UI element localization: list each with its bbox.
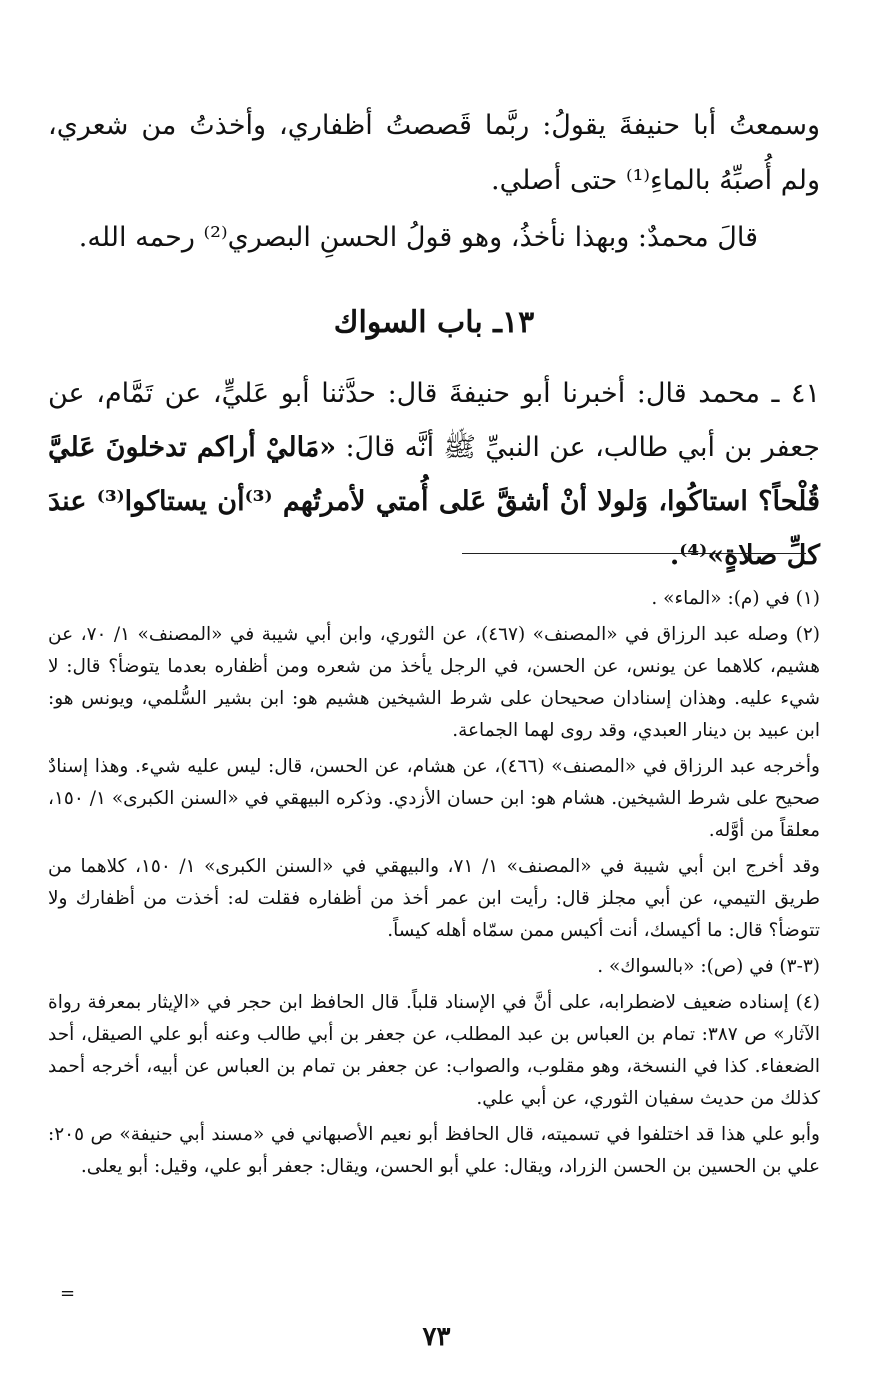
hadith-intro: ٤١ ـ محمد قال: أخبرنا أبو حنيفةَ قال: حدَّثنا أبو عَليٍّ، عن تَمَّام، عن جعفر بن أبي طالب، عن النبيِّ ﷺ أنَّه قالَ: — [48, 378, 820, 463]
footnote-2-continued-1: وأخرجه عبد الرزاق في «المصنف» (٤٦٦)، عن هشام، عن الحسن، قال: ليس عليه شيء. وهذا إسنادٌ صحيح على شرط الشيخين. هشام هو: ابن حسان الأزدي. وذكره البيهقي في «السنن الكبرى» ١/ ١٥٠، معلقاً من أوَّله. — [48, 756, 820, 841]
footnote-divider — [462, 553, 806, 554]
continuation-mark: = — [60, 1283, 76, 1304]
paragraph-1: وسمعتُ أبا حنيفةَ يقولُ: ربَّما قَصصتُ أظفاري، وأخذتُ من شعري، ولم أُصبِّهُ بالماءِ⁽¹⁾ حتى أصلي. — [48, 110, 820, 196]
footnote-2-continued-2: وقد أخرج ابن أبي شيبة في «المصنف» ١/ ٧١، والبيهقي في «السنن الكبرى» ١/ ١٥٠، كلاهما من طريق التيمي، عن أبي مجلز قال: رأيت ابن عمر أخذ من أظفاره فقلت له: أخذت من أظفارك ولا تتوضأ؟ قال: ما أكيسك، أنت أكيس ممن سمّاه أهله كيساً. — [48, 856, 820, 941]
hadith-text: «مَاليْ أراكم تدخلونَ عَليَّ قُلْحاً؟ استاكُوا، وَلولا أنْ أشقَّ عَلى أُمتي لأمرتُهم ⁽³⁾أن يستاكوا⁽³⁾ عندَ كلِّ صلاةٍ»⁽⁴⁾. — [48, 432, 821, 571]
footnote-4: (٤) إسناده ضعيف لاضطرابه، على أنَّ في الإسناد قلباً. قال الحافظ ابن حجر في «الإيثار بمعرفة رواة الآثار» ص ٣٨٧: تمام بن العباس بن عبد المطلب، عن جعفر بن أبي طالب وعنه أبو علي الصيقل، أحد الضعفاء. كذا في النسخة، وهو مقلوب، والصواب: عن جعفر بن تمام بن العباس عن أبيه، أخرجه أحمد كذلك من حديث سفيان الثوري، عن أبي علي. — [48, 992, 820, 1109]
footnote-2: (٢) وصله عبد الرزاق في «المصنف» (٤٦٧)، عن الثوري، وابن أبي شيبة في «المصنف» ١/ ٧٠، عن هشيم، كلاهما عن يونس، عن الحسن، في الرجل يأخذ من شعره ومن أظفاره بعدما يتوضأ؟ قال: لا شيء عليه. وهذان إسنادان صحيحان على شرط الشيخين هشيم هو: ابن بشير السُّلمي، ويونس هو: ابن عبيد بن دينار العبدي، وقد روى لهما الجماعة. — [48, 624, 820, 741]
footnotes — [48, 583, 820, 1187]
main-text — [48, 98, 820, 583]
hadith-paragraph — [48, 367, 820, 583]
page-number: ٧٣ — [422, 1322, 451, 1352]
paragraph-2: قالَ محمدٌ: وبهذا نأخذُ، وهو قولُ الحسنِ البصري⁽²⁾ رحمه الله. — [78, 222, 758, 253]
footnote-3: (٣-٣) في (ص): «بالسواك» . — [597, 956, 820, 977]
footnote-1: (١) في (م): «الماء» . — [651, 588, 820, 609]
footnote-4-continued: وأبو علي هذا قد اختلفوا في تسميته، قال الحافظ أبو نعيم الأصبهاني في «مسند أبي حنيفة» ص ٢٠٥: علي بن الحسين بن الحسن الزراد، ويقال: علي أبو الحسن، ويقال: جعفر أبو علي، وقيل: أبو يعلى. — [48, 1124, 820, 1177]
chapter-title: ١٣ـ باب السواك — [333, 305, 535, 340]
